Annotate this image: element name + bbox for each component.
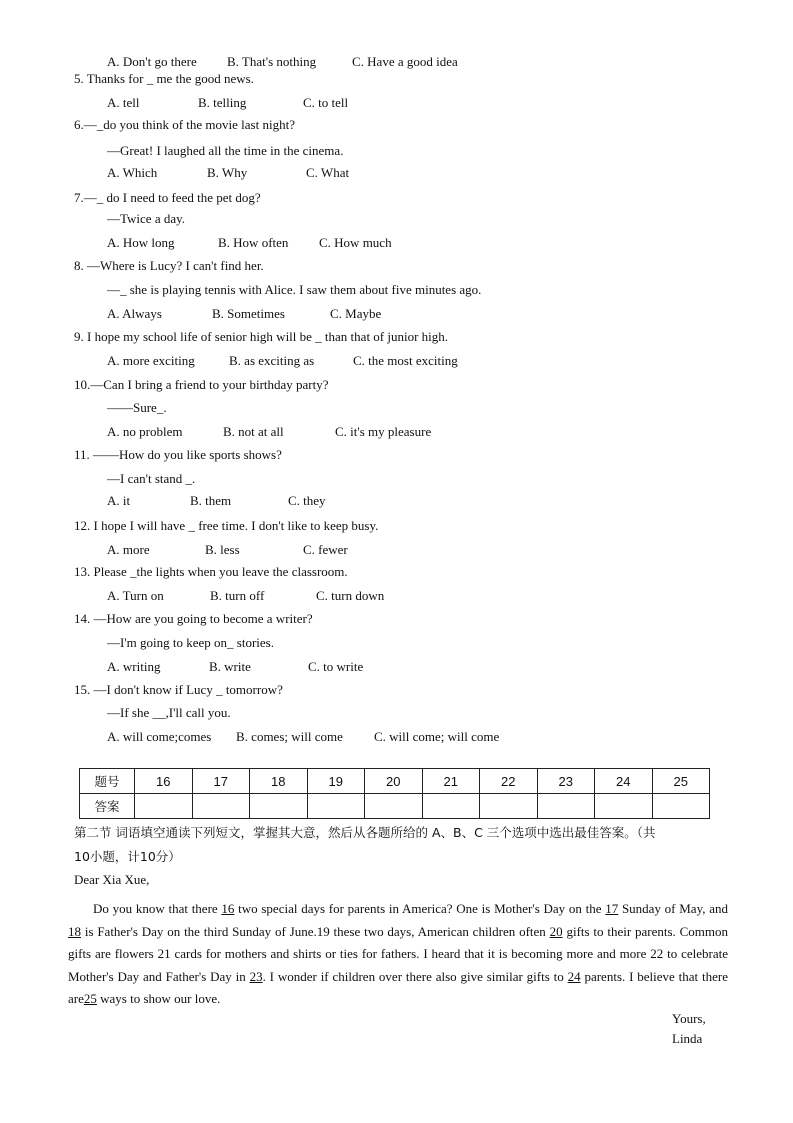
question-stem: 14. —How are you going to become a writer?	[74, 611, 313, 626]
question-number: 16	[135, 769, 193, 794]
option-b: B. comes; will come	[236, 729, 343, 744]
option-c: C. fewer	[303, 542, 348, 557]
option-b: B. not at all	[223, 424, 284, 439]
blank-number: 16	[221, 901, 235, 916]
question-stem: 9. I hope my school life of senior high will be _ than that of junior high.	[74, 329, 449, 344]
option-c: C. the most exciting	[353, 353, 458, 368]
question-reply: ——Sure_.	[107, 400, 167, 415]
blank-number: 17	[605, 901, 619, 916]
section-instruction-cont: 10小题，计10分）	[74, 849, 181, 864]
question-number: 19	[307, 769, 365, 794]
passage-text: . I wonder if children over there also give similar gifts to	[262, 968, 568, 984]
blank-number: 18	[68, 923, 81, 939]
passage-text: Do you know that there	[93, 901, 222, 916]
option-a: A. Always	[107, 306, 162, 321]
answer-table-answer-row	[80, 794, 710, 819]
option-c: C. it's my pleasure	[335, 424, 432, 439]
answer-header: 答案	[80, 794, 135, 819]
answer-cell[interactable]	[480, 794, 538, 819]
option-b: B. How often	[218, 235, 289, 250]
option-c: C. What	[306, 165, 350, 180]
option-b: B. as exciting as	[229, 353, 315, 368]
answer-table-number-row	[80, 769, 710, 794]
question-reply: —Great! I laughed all the time in the cinema.	[107, 143, 344, 158]
option-b: B. Why	[207, 165, 248, 180]
question-stem: 6.—_do you think of the movie last night?	[74, 117, 295, 132]
question-number: 17	[192, 769, 250, 794]
passage-text: parents. I believe that there are	[68, 968, 728, 1007]
question-stem: 8. —Where is Lucy? I can't find her.	[74, 258, 264, 273]
blank-number: 24	[567, 968, 581, 984]
question-reply: —I can't stand _.	[107, 471, 196, 486]
passage-text: is Father's Day on the third Sunday of June.19 these two days, American children often	[81, 923, 550, 939]
answer-cell[interactable]	[595, 794, 653, 819]
option-b: B. That's nothing	[227, 54, 317, 69]
answer-cell[interactable]	[250, 794, 308, 819]
question-stem: 13. Please _the lights when you leave the classroom.	[74, 564, 348, 579]
option-c: C. to write	[308, 659, 364, 674]
option-b: B. write	[209, 659, 251, 674]
option-b: B. less	[205, 542, 240, 557]
question-reply: —I'm going to keep on_ stories.	[107, 635, 274, 650]
question-stem: 10.—Can I bring a friend to your birthday party?	[74, 377, 329, 392]
number-header: 题号	[80, 769, 135, 794]
option-c: C. Maybe	[330, 306, 382, 321]
blank-number: 23	[249, 968, 263, 984]
question-reply: —If she __,I'll call you.	[107, 705, 231, 720]
option-a: A. Don't go there	[107, 54, 197, 69]
question-stem: 7.—_ do I need to feed the pet dog?	[74, 190, 261, 205]
answer-cell[interactable]	[537, 794, 595, 819]
question-number: 20	[365, 769, 423, 794]
letter-greeting: Dear Xia Xue,	[74, 872, 150, 887]
option-c: C. will come; will come	[374, 729, 500, 744]
question-stem: 12. I hope I will have _ free time. I don't like to keep busy.	[74, 518, 379, 533]
passage-text: gifts to their parents. Common gifts are flowers 21 cards for mothers and shirts or ties for fathers. I heard that it is becoming more and more 22 to celebrate Mother's Day and Father's Day in	[68, 923, 729, 984]
question-number: 22	[480, 769, 538, 794]
passage-text: ways to show our love.	[96, 991, 221, 1007]
option-c: C. they	[288, 493, 326, 508]
blank-number: 20	[549, 923, 563, 939]
option-a: A. it	[107, 493, 131, 508]
option-a: A. will come;comes	[107, 729, 212, 744]
answer-cell[interactable]	[307, 794, 365, 819]
question-stem: 5. Thanks for _ me the good news.	[74, 71, 254, 86]
option-c: C. turn down	[316, 588, 385, 603]
letter-signature: Linda	[672, 1031, 703, 1046]
option-a: A. more exciting	[107, 353, 195, 368]
option-c: C. to tell	[303, 95, 349, 110]
option-a: A. tell	[107, 95, 140, 110]
option-c: C. Have a good idea	[352, 54, 458, 69]
question-reply: —_ she is playing tennis with Alice. I saw them about five minutes ago.	[107, 282, 482, 297]
answer-cell[interactable]	[135, 794, 193, 819]
option-b: B. Sometimes	[212, 306, 285, 321]
option-a: A. writing	[107, 659, 161, 674]
question-number: 24	[595, 769, 653, 794]
option-b: B. turn off	[210, 588, 265, 603]
question-number: 25	[652, 769, 710, 794]
letter-passage	[68, 898, 728, 1011]
question-number: 21	[422, 769, 480, 794]
question-stem: 15. —I don't know if Lucy _ tomorrow?	[74, 682, 283, 697]
blank-number: 25	[83, 991, 97, 1007]
answer-cell[interactable]	[652, 794, 710, 819]
option-c: C. How much	[319, 235, 392, 250]
question-reply: —Twice a day.	[107, 211, 186, 226]
answer-cell[interactable]	[365, 794, 423, 819]
passage-text: two special days for parents in America? One is Mother's Day on the	[234, 901, 606, 916]
letter-closing: Yours,	[672, 1011, 706, 1026]
option-b: B. telling	[198, 95, 247, 110]
answer-cell[interactable]	[192, 794, 250, 819]
option-a: A. Which	[107, 165, 158, 180]
option-a: A. How long	[107, 235, 175, 250]
option-a: A. no problem	[107, 424, 183, 439]
answer-table	[79, 768, 710, 819]
option-a: A. Turn on	[107, 588, 164, 603]
option-a: A. more	[107, 542, 150, 557]
passage-text: Sunday of May, and	[618, 901, 728, 916]
option-b: B. them	[190, 493, 232, 508]
answer-cell[interactable]	[422, 794, 480, 819]
question-stem: 11. ——How do you like sports shows?	[74, 447, 282, 462]
section-instruction: 第二节 词语填空通读下列短文，掌握其大意，然后从各题所给的 A、B、C 三个选项中选出最佳答案。（共	[74, 825, 656, 840]
question-number: 18	[250, 769, 308, 794]
question-number: 23	[537, 769, 595, 794]
